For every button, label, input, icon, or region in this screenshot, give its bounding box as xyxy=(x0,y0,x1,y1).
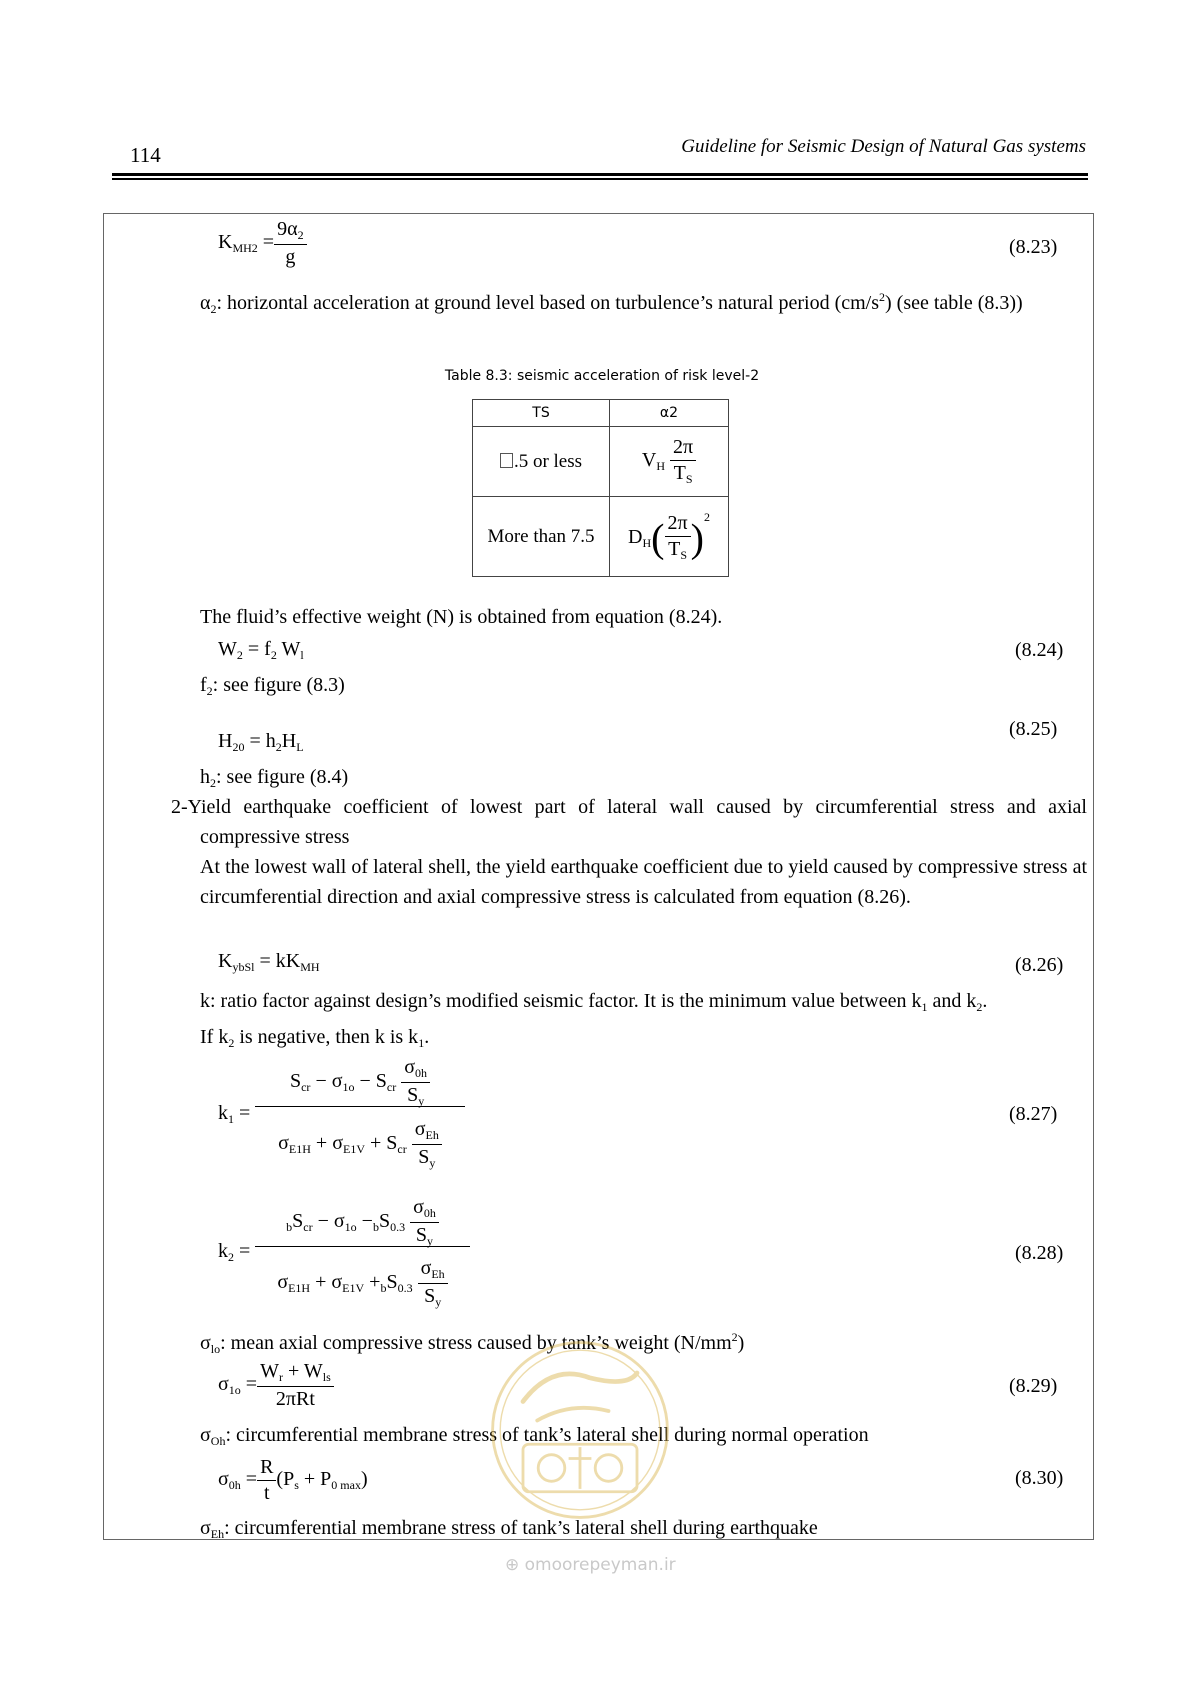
eq-8-28-denominator: $\sigma_{E1H} + \sigma_{E1V} +_bS_{0.3}$ $\frac{\sigma_{Eh}}{S_y}$ xyxy=(255,1257,470,1310)
table-header-ts: TS xyxy=(473,400,610,427)
alpha2-definition: $\alpha_2$: horizontal acceleration at ground level based on turbulence’s natural period $(cm/s^2)$ (see table (8.3)) xyxy=(200,290,1023,316)
sigma1o-definition: $\sigma_{lo}$: mean axial compressive stress caused by tank’s weight $(N/mm^2)$ xyxy=(200,1330,745,1356)
table-row2-formula: $D_H$( $\frac{2\pi}{T_S}$ )$^2$ xyxy=(610,497,729,577)
eq-number-8-28: (8.28) xyxy=(1015,1242,1064,1264)
table-row1-formula: $V_H$ $\frac{2\pi}{T_S}$ xyxy=(610,427,729,497)
eq-number-8-29: (8.29) xyxy=(1009,1375,1058,1397)
table-row2-label: More than 7.5 xyxy=(473,497,610,577)
equation-8-28: $k_2$ = xyxy=(218,1240,251,1264)
equation-8-27: $k_1$ = xyxy=(218,1102,251,1126)
f2-note: $f_2$: see figure (8.3) xyxy=(200,674,345,698)
page-number: 114 xyxy=(130,143,161,167)
fluid-weight-text: The fluid’s effective weight (N) is obtained from equation (8.24). xyxy=(200,606,723,628)
sigmaEh-definition: $\sigma_{Eh}$: circumferential membrane stress of tank’s lateral shell during earthquake xyxy=(200,1517,818,1541)
eq-8-28-numerator: $_bS_{cr} - \sigma_{1o} -_bS_{0.3}$ $\frac{\sigma_{0h}}{S_y}$ xyxy=(255,1196,470,1247)
equation-8-29: $\sigma_{1o}$ = $\frac{W_r + W_{ls}}{\text{2πRt}}$ xyxy=(218,1360,334,1411)
seismic-acceleration-table xyxy=(472,399,729,577)
eq-number-8-25: (8.25) xyxy=(1009,718,1058,740)
eq-8-27-numerator: $S_{cr} - \sigma_{1o} - S_{cr}$ $\frac{\sigma_{0h}}{S_y}$ xyxy=(255,1056,465,1107)
eq-number-8-24: (8.24) xyxy=(1015,639,1064,661)
h2-note: $h_2$: see figure (8.4) xyxy=(200,766,349,790)
eq-number-8-23: (8.23) xyxy=(1009,236,1058,258)
missing-glyph-box xyxy=(500,453,513,468)
header-rule-thin xyxy=(112,178,1088,180)
equation-8-24: $W_2 = f_2$ $W_l$ xyxy=(218,638,304,662)
table-row1-label: .5 or less xyxy=(473,427,610,497)
watermark-logo xyxy=(485,1335,675,1525)
table-caption: Table 8.3: seismic acceleration of risk level-2 xyxy=(444,368,760,384)
sigmaOh-definition: $\sigma_{Oh}$: circumferential membrane stress of tank’s lateral shell during normal operation xyxy=(200,1424,869,1448)
equation-8-23: $K_{MH2}$ = $\frac{9\alpha_2}{g}$ xyxy=(218,218,307,269)
equation-8-30: $\sigma_{0h}$ = $\frac{R}{t}$ $(P_s + P_{0 max})$ xyxy=(218,1456,368,1504)
eq-8-27-denominator: $\sigma_{E1H} + \sigma_{E1V} + S_{cr}$ $\frac{\sigma_{Eh}}{S_y}$ xyxy=(255,1118,465,1171)
yield-paragraph: At the lowest wall of lateral shell, the yield earthquake coefficient due to yield caused by compressive stress at circumferential direction and axial compressive stress is calculated from equation (8.26). xyxy=(200,856,1087,908)
equation-8-25: $H_{20} = h_2H_L$ xyxy=(218,730,304,754)
yield-heading: 2-Yield earthquake coefficient of lowest part of lateral wall caused by circumferential stress and axial compressive stress xyxy=(171,796,1087,848)
running-title: Guideline for Seismic Design of Natural Gas systems xyxy=(681,136,1086,157)
k-definition: k: ratio factor against design’s modified seismic factor. It is the minimum value between $k_1$ and $k_2$. If $k_2$ is negative, then k is $k_1$. xyxy=(200,990,988,1050)
eq-number-8-27: (8.27) xyxy=(1009,1103,1058,1125)
eq-number-8-26: (8.26) xyxy=(1015,954,1064,976)
equation-8-26: $K_{ybSl} = kK_{MH}$ xyxy=(218,950,320,974)
header-rule-thick xyxy=(112,173,1088,176)
table-header-alpha2: α2 xyxy=(610,400,729,427)
eq-number-8-30: (8.30) xyxy=(1015,1467,1064,1489)
watermark-url: ⊕ omoorepeyman.ir xyxy=(505,1555,676,1575)
